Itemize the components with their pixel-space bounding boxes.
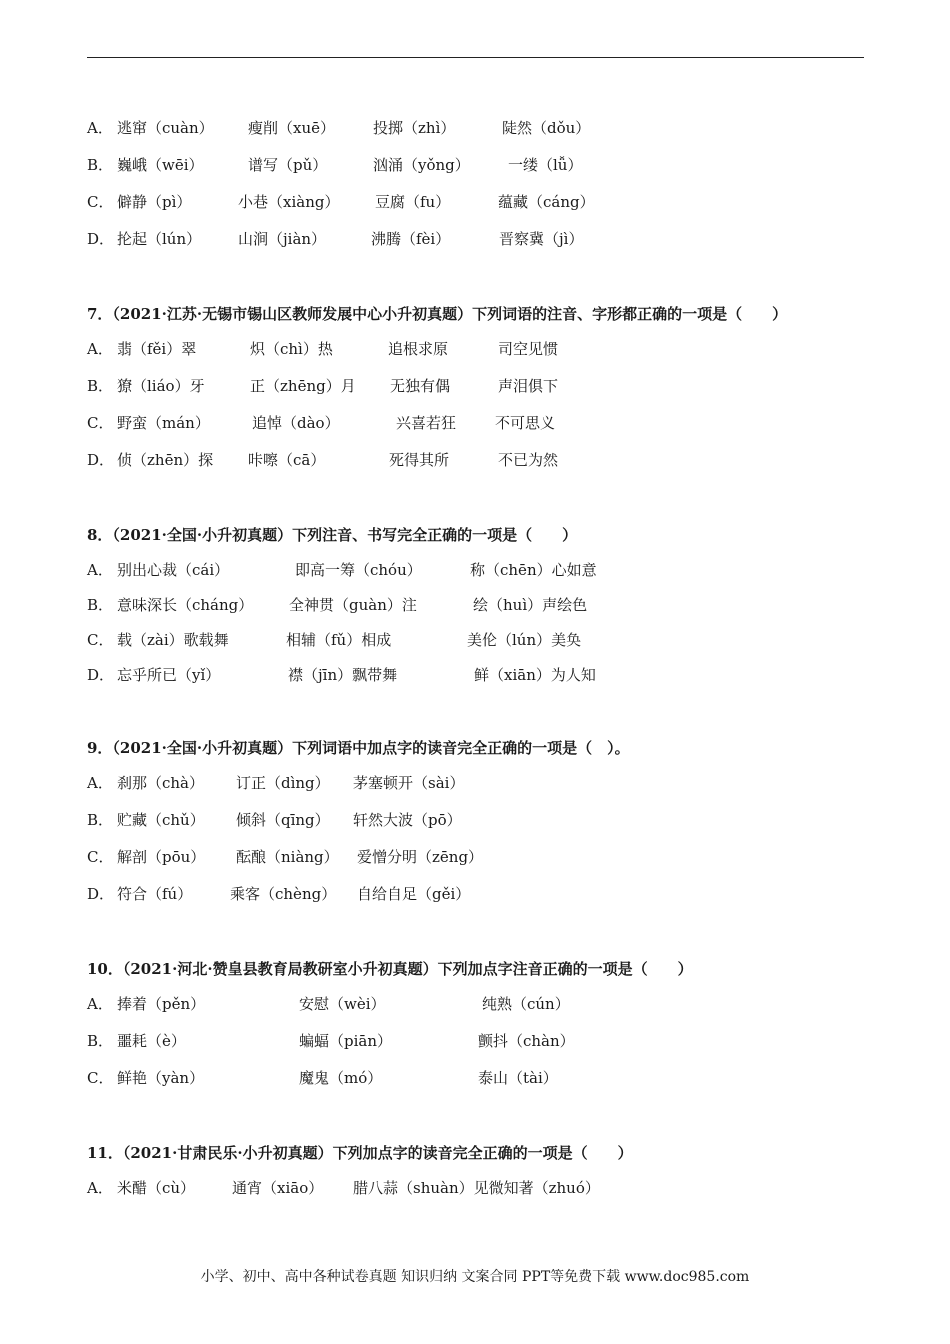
option-item: 绘（huì）声绘色 [473, 596, 588, 614]
option-item: 腊八蒜（shuàn）见微知著（zhuó） [353, 1179, 600, 1197]
option-item: 襟（jīn）飘带舞 [288, 666, 398, 684]
option-item: 茅塞顿开（sài） [353, 774, 465, 792]
option-item: 逃窜（cuàn） [117, 119, 214, 137]
option-letter: A． [87, 1179, 113, 1197]
option-item: 追悼（dào） [252, 414, 340, 432]
option-item: 不已为然 [498, 451, 559, 469]
option-item: 翡（fěi）翠 [117, 340, 197, 358]
option-item: 山涧（jiàn） [238, 230, 327, 248]
option-item: 噩耗（è） [117, 1032, 186, 1050]
option-item: 美伦（lún）美奂 [467, 631, 582, 649]
option-letter: C． [87, 848, 114, 866]
option-item: 陡然（dǒu） [502, 119, 591, 137]
option-letter: D． [87, 666, 115, 684]
option-item: 蕴藏（cáng） [498, 193, 595, 211]
option-letter: C． [87, 193, 114, 211]
option-item: 獠（liáo）牙 [117, 377, 205, 395]
option-item: 即高一筹（chóu） [295, 561, 422, 579]
option-item: 抡起（lún） [117, 230, 202, 248]
option-item: 全神贯（guàn）注 [289, 596, 417, 614]
option-item: 蝙蝠（piān） [299, 1032, 393, 1050]
option-item: 正（zhēng）月 [250, 377, 356, 395]
question-title: 9．（2021·全国·小升初真题）下列词语中加点字的读音完全正确的一项是（ ）。 [87, 739, 630, 757]
option-item: 鲜艳（yàn） [117, 1069, 205, 1087]
question-title: 10．（2021·河北·赞皇县教育局教研室小升初真题）下列加点字注音正确的一项是（ ） [87, 960, 693, 978]
option-item: 贮藏（chǔ） [117, 811, 205, 829]
option-item: 一缕（lǚ） [508, 156, 583, 174]
option-letter: B． [87, 1032, 114, 1050]
option-item: 自给自足（gěi） [357, 885, 471, 903]
option-item: 乘客（chèng） [230, 885, 337, 903]
option-item: 炽（chì）热 [250, 340, 333, 358]
option-item: 别出心裁（cái） [117, 561, 230, 579]
option-item: 刹那（chà） [117, 774, 205, 792]
question-title: 11．（2021·甘肃民乐·小升初真题）下列加点字的读音完全正确的一项是（ ） [87, 1144, 633, 1162]
option-letter: D． [87, 885, 115, 903]
option-item: 忘乎所已（yǐ） [117, 666, 221, 684]
option-letter: A． [87, 119, 113, 137]
option-letter: D． [87, 230, 115, 248]
option-letter: B． [87, 377, 114, 395]
option-item: 僻静（pì） [117, 193, 192, 211]
option-item: 称（chēn）心如意 [470, 561, 597, 579]
option-item: 投掷（zhì） [373, 119, 456, 137]
option-letter: A． [87, 774, 113, 792]
option-item: 声泪俱下 [498, 377, 559, 395]
option-item: 追根求原 [388, 340, 449, 358]
option-item: 司空见惯 [498, 340, 559, 358]
option-item: 晋察冀（jì） [499, 230, 584, 248]
option-item: 订正（dìng） [236, 774, 330, 792]
option-letter: A． [87, 561, 113, 579]
option-item: 不可思义 [495, 414, 556, 432]
option-item: 小巷（xiàng） [238, 193, 340, 211]
header-rule [87, 57, 864, 58]
option-item: 相辅（fǔ）相成 [286, 631, 392, 649]
option-letter: B． [87, 596, 114, 614]
option-item: 载（zài）歌载舞 [117, 631, 229, 649]
option-item: 鲜（xiān）为人知 [474, 666, 596, 684]
option-letter: B． [87, 156, 114, 174]
option-item: 纯熟（cún） [482, 995, 570, 1013]
question-title: 8．（2021·全国·小升初真题）下列注音、书写完全正确的一项是（ ） [87, 526, 578, 544]
option-item: 无独有偶 [390, 377, 451, 395]
option-letter: A． [87, 340, 113, 358]
option-item: 魔鬼（mó） [299, 1069, 383, 1087]
option-letter: C． [87, 1069, 114, 1087]
option-item: 米醋（cù） [117, 1179, 196, 1197]
option-item: 谱写（pǔ） [248, 156, 328, 174]
option-item: 安慰（wèi） [299, 995, 386, 1013]
option-item: 符合（fú） [117, 885, 193, 903]
option-item: 瘦削（xuē） [248, 119, 335, 137]
option-item: 死得其所 [389, 451, 450, 469]
option-item: 豆腐（fu） [375, 193, 451, 211]
question-title: 7．（2021·江苏·无锡市锡山区教师发展中心小升初真题）下列词语的注音、字形都正确的一项是（ ） [87, 305, 788, 323]
option-item: 泰山（tài） [478, 1069, 558, 1087]
option-letter: C． [87, 414, 114, 432]
option-item: 野蛮（mán） [117, 414, 210, 432]
option-item: 意味深长（cháng） [117, 596, 254, 614]
option-letter: D． [87, 451, 115, 469]
option-item: 轩然大波（pō） [353, 811, 462, 829]
option-item: 捧着（pěn） [117, 995, 206, 1013]
option-item: 侦（zhēn）探 [117, 451, 214, 469]
option-item: 通宵（xiāo） [232, 1179, 324, 1197]
page-footer: 小学、初中、高中各种试卷真题 知识归纳 文案合同 PPT等免费下载 www.doc985.com [200, 1269, 750, 1285]
option-item: 沸腾（fèi） [371, 230, 451, 248]
option-item: 兴喜若狂 [396, 414, 457, 432]
option-item: 巍峨（wēi） [117, 156, 204, 174]
option-item: 解剖（pōu） [117, 848, 206, 866]
option-item: 酝酿（niàng） [236, 848, 339, 866]
option-letter: C． [87, 631, 114, 649]
option-letter: B． [87, 811, 114, 829]
option-item: 爱憎分明（zēng） [357, 848, 484, 866]
option-item: 汹涌（yǒng） [373, 156, 470, 174]
option-item: 倾斜（qīng） [236, 811, 330, 829]
option-item: 颤抖（chàn） [478, 1032, 575, 1050]
option-letter: A． [87, 995, 113, 1013]
option-item: 咔嚓（cā） [248, 451, 326, 469]
